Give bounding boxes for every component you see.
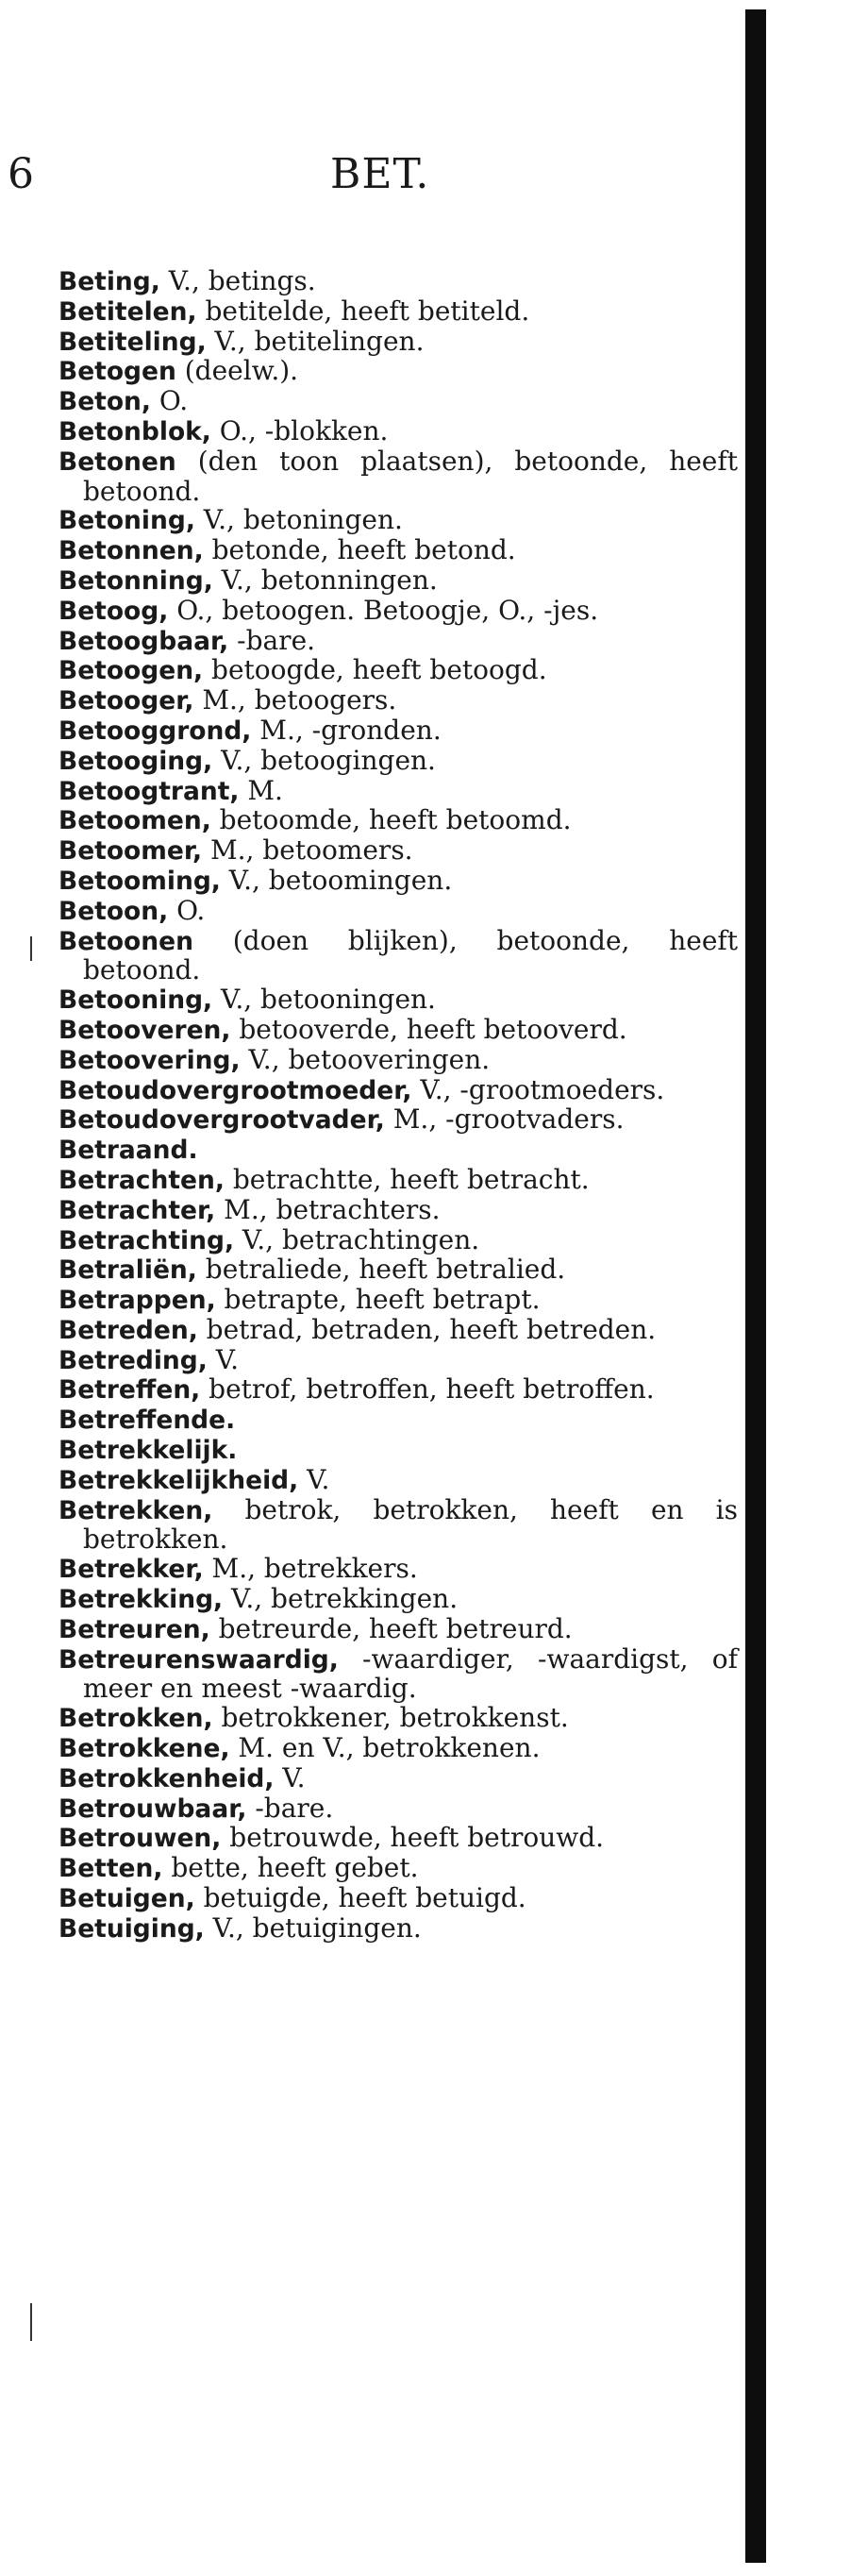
dictionary-entry <box>58 656 738 686</box>
entry-headword: Betooger, <box>58 686 194 716</box>
entry-headword: Betoog, <box>58 596 169 626</box>
entry-definition: betrof, betroffen, heeft betroffen. <box>200 1373 655 1406</box>
entry-headword: Betrachten, <box>58 1165 225 1195</box>
dictionary-entry <box>58 1406 738 1436</box>
dictionary-entry <box>58 1493 738 1556</box>
entry-definition: betraliede, heeft betralied. <box>196 1254 566 1286</box>
entry-headword: Betrokken, <box>58 1704 213 1734</box>
entry-headword: Betrokkenheid, <box>58 1763 275 1793</box>
entry-definition: -bare. <box>228 624 316 656</box>
dictionary-entry <box>58 1013 738 1046</box>
entry-definition: O., -blokken. <box>210 414 389 446</box>
entry-headword: Betrekker, <box>58 1555 204 1585</box>
dictionary-entry <box>58 1436 738 1466</box>
dictionary-entry <box>58 1704 738 1734</box>
entry-definition: M., betoogers. <box>193 684 397 716</box>
entry-headword: Betonen <box>58 446 176 477</box>
margin-mark <box>30 936 32 961</box>
entry-headword: Betoonen <box>58 926 193 956</box>
dictionary-entry <box>58 267 738 297</box>
entry-definition: (den toon plaatsen), betoonde, heeft betoond. <box>83 445 738 507</box>
entry-definition: betoomde, heeft betoomd. <box>210 804 572 836</box>
entry-definition: M., betoomers. <box>202 834 413 867</box>
dictionary-entry <box>58 325 738 358</box>
dictionary-entry <box>58 1555 738 1585</box>
entry-headword: Betoudovergrootvader, <box>58 1105 385 1136</box>
entry-headword: Betoomer, <box>58 836 203 867</box>
dictionary-entry <box>58 806 738 836</box>
entry-headword: Betonning, <box>58 565 213 596</box>
entry-definition: V., betuigingen. <box>204 1911 422 1944</box>
dictionary-entry <box>58 1884 738 1914</box>
dictionary-entry <box>58 1761 738 1794</box>
entry-definition: M., -gronden. <box>251 714 442 746</box>
entry-definition: betrokkener, betrokkenst. <box>212 1702 569 1734</box>
entry-definition: M., betrachters. <box>215 1193 441 1225</box>
entry-definition: -bare. <box>246 1792 334 1824</box>
entry-headword: Betooning, <box>58 985 213 1016</box>
entry-definition: -waardiger, -waardigst, of meer en meest -waardig. <box>83 1642 738 1705</box>
entry-definition: betoogde, heeft betoogd. <box>203 654 547 686</box>
dictionary-entry <box>58 1073 738 1106</box>
dictionary-entry <box>58 536 738 566</box>
dictionary-entry <box>58 1193 738 1226</box>
page-number: 6 <box>8 150 34 198</box>
dictionary-entry <box>58 1854 738 1884</box>
dictionary-entry <box>58 1136 738 1166</box>
entry-headword: Betoomen, <box>58 806 211 836</box>
entry-definition: betreurde, heeft betreurd. <box>209 1612 573 1644</box>
entry-headword: Betrappen, <box>58 1286 216 1316</box>
dictionary-entry <box>58 1794 738 1825</box>
book-spine-shadow <box>745 9 766 2563</box>
dictionary-entry <box>58 357 738 387</box>
entry-definition: V., betooveringen. <box>240 1043 491 1075</box>
entry-definition: V., betonningen. <box>212 564 438 596</box>
dictionary-entry <box>58 1585 738 1615</box>
dictionary-entry <box>58 1612 738 1645</box>
entry-headword: Betoogbaar, <box>58 626 229 656</box>
entry-headword: Betten, <box>58 1854 163 1884</box>
entry-definition: betuigde, heeft betuigd. <box>194 1882 526 1914</box>
margin-mark <box>30 2303 32 2341</box>
entry-headword: Betreurenswaardig, <box>58 1644 339 1675</box>
entry-definition: V., betings. <box>159 265 316 296</box>
entry-headword: Betrachting, <box>58 1225 235 1255</box>
entry-definition: V., betooningen. <box>212 984 436 1016</box>
entry-headword: Betuiging, <box>58 1913 205 1944</box>
entry-headword: Betoudovergrootmoeder, <box>58 1075 412 1105</box>
dictionary-entry <box>58 744 738 777</box>
entry-definition: M. <box>239 774 283 806</box>
dictionary-entry <box>58 985 738 1016</box>
dictionary-entry <box>58 894 738 927</box>
dictionary-entry <box>58 1343 738 1376</box>
dictionary-entry <box>58 1375 738 1406</box>
dictionary-entry <box>58 774 738 807</box>
entry-headword: Betraand. <box>58 1136 198 1166</box>
entry-definition: betonde, heeft betond. <box>203 534 516 566</box>
entry-definition: V. <box>207 1343 239 1375</box>
dictionary-entry <box>58 1163 738 1196</box>
dictionary-entry-list <box>58 267 738 1945</box>
entry-definition: betrachtte, heeft betracht. <box>224 1163 590 1195</box>
entry-headword: Betoogen, <box>58 656 204 686</box>
entry-definition: V. <box>274 1761 306 1793</box>
entry-headword: Betooging, <box>58 746 213 776</box>
entry-headword: Beting, <box>58 267 160 296</box>
entry-definition: V., betoomingen. <box>220 864 453 896</box>
entry-definition: O. <box>168 894 206 926</box>
entry-headword: Betonblok, <box>58 416 211 446</box>
entry-definition: M. en V., betrokkenen. <box>229 1732 541 1764</box>
entry-headword: Betrachter, <box>58 1195 216 1225</box>
dictionary-entry <box>58 1734 738 1764</box>
entry-headword: Betoogtrant, <box>58 776 240 806</box>
entry-definition: betrapte, heeft betrapt. <box>215 1284 541 1316</box>
entry-headword: Betiteling, <box>58 327 207 357</box>
entry-headword: Betreding, <box>58 1345 208 1375</box>
entry-definition: V., betrachtingen. <box>234 1223 480 1255</box>
entry-headword: Betooggrond, <box>58 716 252 746</box>
entry-definition: V., betrekkingen. <box>223 1583 459 1615</box>
dictionary-entry <box>58 1255 738 1286</box>
dictionary-entry <box>58 297 738 328</box>
entry-definition: betrouwde, heeft betrouwd. <box>221 1822 605 1854</box>
entry-headword: Betrekkelijk. <box>58 1436 238 1466</box>
dictionary-entry <box>58 1105 738 1136</box>
dictionary-entry <box>58 864 738 897</box>
entry-headword: Betrouwbaar, <box>58 1793 247 1824</box>
entry-headword: Betoning, <box>58 506 195 536</box>
entry-definition: V. <box>298 1463 330 1495</box>
entry-headword: Betuigen, <box>58 1884 195 1914</box>
dictionary-entry <box>58 1313 738 1346</box>
entry-headword: Betrouwen, <box>58 1824 222 1854</box>
entry-headword: Betooveren, <box>58 1015 231 1045</box>
dictionary-entry <box>58 924 738 986</box>
entry-headword: Betogen <box>58 357 176 387</box>
dictionary-entry <box>58 1642 738 1705</box>
dictionary-entry <box>58 1223 738 1256</box>
dictionary-entry <box>58 414 738 447</box>
dictionary-entry <box>58 686 738 716</box>
running-head: BET. <box>330 150 430 198</box>
entry-definition: betrok, betrokken, heeft en is betrokken. <box>83 1493 738 1556</box>
entry-headword: Betrekking, <box>58 1585 224 1615</box>
entry-headword: Betrekkelijkheid, <box>58 1465 299 1495</box>
entry-headword: Betoovering, <box>58 1045 241 1075</box>
entry-headword: Betitelen, <box>58 296 197 327</box>
entry-headword: Betrokkene, <box>58 1734 230 1764</box>
entry-headword: Betreden, <box>58 1315 198 1345</box>
dictionary-entry <box>58 447 738 507</box>
dictionary-entry <box>58 1286 738 1316</box>
entry-headword: Betreffende. <box>58 1406 236 1436</box>
entry-definition: V., betoningen. <box>194 504 403 536</box>
dictionary-entry <box>58 1043 738 1076</box>
entry-definition: V., betoogingen. <box>212 744 436 776</box>
entry-definition: O., betoogen. Betoogje, O., -jes. <box>168 594 599 626</box>
entry-headword: Betooming, <box>58 866 221 896</box>
dictionary-entry <box>58 1911 738 1945</box>
dictionary-entry <box>58 716 738 747</box>
dictionary-entry <box>58 624 738 657</box>
dictionary-entry <box>58 836 738 867</box>
entry-headword: Betonnen, <box>58 536 204 566</box>
entry-definition: M., betrekkers. <box>203 1553 418 1585</box>
dictionary-entry <box>58 387 738 417</box>
dictionary-entry <box>58 1824 738 1854</box>
dictionary-entry <box>58 506 738 536</box>
entry-definition: M., -grootvaders. <box>384 1103 625 1136</box>
entry-headword: Beton, <box>58 387 151 417</box>
entry-definition: (deelw.). <box>175 355 299 387</box>
entry-definition: V., betitelingen. <box>206 325 425 357</box>
entry-definition: V., -grootmoeders. <box>411 1073 665 1105</box>
entry-headword: Betreuren, <box>58 1614 210 1644</box>
entry-definition: betooverde, heeft betooverd. <box>230 1013 627 1045</box>
entry-definition: bette, heeft gebet. <box>162 1852 419 1884</box>
entry-headword: Betrekken, <box>58 1495 213 1525</box>
dictionary-entry <box>58 1463 738 1496</box>
entry-headword: Betraliën, <box>58 1255 197 1286</box>
entry-definition: O. <box>150 385 189 417</box>
dictionary-entry <box>58 566 738 597</box>
dictionary-entry <box>58 594 738 627</box>
entry-definition: betitelde, heeft betiteld. <box>196 295 530 327</box>
entry-definition: (doen blijken), betoonde, heeft betoond. <box>83 924 738 986</box>
entry-definition: betrad, betraden, heeft betreden. <box>197 1313 657 1345</box>
entry-headword: Betreffen, <box>58 1375 201 1406</box>
entry-headword: Betoon, <box>58 896 169 926</box>
